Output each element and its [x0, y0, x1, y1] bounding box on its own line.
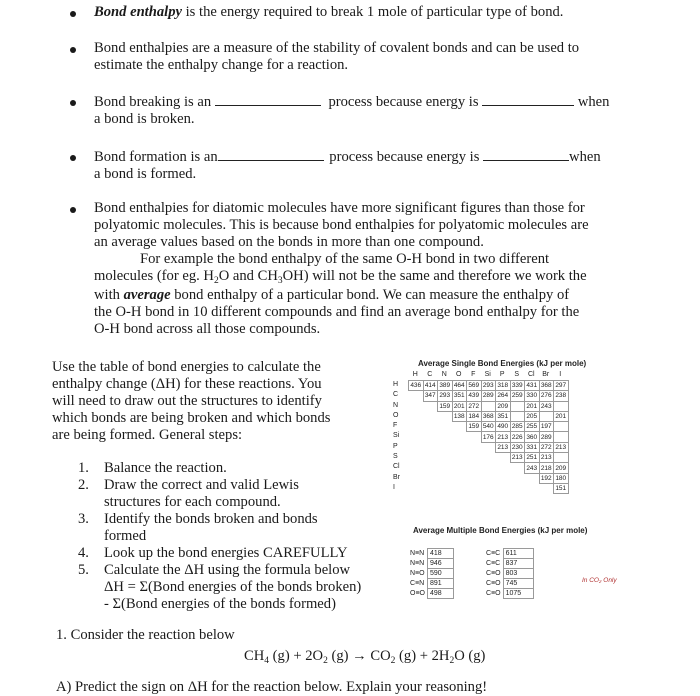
single-bond-cell: 159	[439, 402, 451, 410]
diatomic-line-8: O-H bond across all those compounds.	[94, 321, 321, 337]
single-bond-cell: 297	[555, 382, 567, 390]
multiple-bond-name: N≡O	[410, 570, 425, 577]
single-bond-cell	[409, 411, 424, 421]
bullet-marker	[70, 207, 76, 213]
single-bond-cell	[467, 483, 482, 493]
single-bond-cell	[438, 453, 453, 463]
single-bond-cell: 201	[526, 402, 538, 410]
stability-line-1: Bond enthalpies are a measure of the stability of covalent bonds and can be used to	[94, 40, 580, 56]
bond-formation-when: when	[569, 149, 601, 165]
diatomic-line-7: the O-H bond in 10 different compounds and find an average bond enthalpy for the	[94, 304, 580, 320]
single-bond-cell	[423, 483, 438, 493]
line5-a: molecules (for eg. H	[94, 268, 214, 284]
multiple-bond-value: 498	[427, 589, 453, 599]
step-item	[78, 545, 398, 562]
multiple-bond-name: C≡O	[486, 570, 501, 577]
single-bond-cell: 243	[526, 464, 538, 472]
step-text: Identify the bonds broken and bonds	[104, 511, 318, 527]
single-bond-cell: 540	[482, 423, 494, 431]
bullet-marker	[70, 155, 76, 161]
reaction-part: CH	[244, 648, 265, 664]
single-bond-row	[409, 432, 569, 442]
single-bond-row-label: Si	[393, 432, 400, 440]
multiple-bond-value: 1075	[503, 589, 533, 599]
single-bond-cell	[452, 473, 467, 483]
multiple-bond-row	[408, 579, 453, 589]
single-bond-cell: 251	[526, 454, 538, 462]
single-bond-cell	[510, 411, 525, 421]
single-bond-cell	[438, 473, 453, 483]
single-bond-cell: 218	[540, 464, 552, 472]
single-bond-cell: 272	[468, 402, 480, 410]
bullet-diatomic	[94, 200, 694, 338]
instructions-line-1: Use the table of bond energies to calculate the	[52, 359, 321, 375]
single-bond-column-header: I	[559, 371, 562, 378]
single-bond-cell	[438, 411, 453, 421]
bond-breaking-when: when	[577, 94, 610, 110]
single-bond-column-header: Si	[484, 371, 491, 378]
single-bond-cell: 226	[511, 433, 523, 441]
multiple-bond-name: N≡N	[410, 560, 425, 567]
co2-only-note: In CO₂ Only	[582, 577, 617, 584]
single-bond-row-label: N	[393, 401, 399, 409]
single-bond-cell	[438, 432, 453, 442]
single-bond-cell	[539, 411, 554, 421]
single-bond-cell: 368	[482, 413, 494, 421]
single-bond-cell	[452, 453, 467, 463]
question-label: 1. Consider the reaction below	[56, 627, 235, 643]
multiple-bond-value: 418	[427, 549, 453, 559]
single-bond-cell	[409, 422, 424, 432]
bullet-marker	[70, 47, 76, 53]
multiple-bond-name: C≡C	[486, 560, 501, 567]
single-bond-cell	[510, 463, 525, 473]
instructions-line-3: will need to draw out the structures to identify	[52, 393, 322, 409]
line6-a: with	[94, 287, 124, 303]
single-bond-cell	[481, 453, 496, 463]
step-text: Calculate the ΔH using the formula below	[104, 562, 351, 578]
bond-formation-text: Bond formation is an	[94, 149, 218, 165]
single-bond-cell	[409, 391, 424, 401]
single-bond-cell	[481, 483, 496, 493]
single-bond-cell: 436	[410, 382, 422, 390]
single-bond-cell: 293	[482, 382, 494, 390]
single-bond-cell	[496, 483, 511, 493]
multiple-bond-row	[484, 569, 533, 579]
multiple-bond-value: 611	[503, 549, 533, 559]
single-bond-column-header: P	[499, 371, 505, 378]
step-item	[78, 477, 398, 511]
single-bond-cell	[467, 442, 482, 452]
single-bond-cell	[467, 432, 482, 442]
multiple-bond-name: C≡O	[486, 590, 501, 597]
single-bond-cell: 351	[453, 392, 465, 400]
multiple-bond-value: 803	[503, 569, 533, 579]
instructions-line-2: enthalpy change (ΔH) for these reactions. You	[52, 376, 322, 392]
single-bond-cell	[409, 442, 424, 452]
single-bond-cell	[510, 483, 525, 493]
single-bond-cell: 230	[511, 443, 523, 451]
reaction-part: (g) → CO	[327, 648, 391, 664]
single-bond-cell: 339	[511, 382, 523, 390]
single-bond-cell: 360	[526, 433, 538, 441]
single-bond-cell: 184	[468, 413, 480, 421]
multiple-bond-table-title: Average Multiple Bond Energies (kJ per mole)	[413, 526, 588, 535]
single-bond-cell	[452, 483, 467, 493]
single-bond-cell	[452, 463, 467, 473]
single-bond-cell	[423, 453, 438, 463]
single-bond-cell	[467, 473, 482, 483]
single-bond-cell: 331	[526, 443, 538, 451]
single-bond-cell: 205	[526, 413, 538, 421]
single-bond-row	[409, 381, 569, 391]
line5-b: O and CH	[218, 268, 278, 284]
single-bond-row	[409, 442, 569, 452]
single-bond-cell: 389	[439, 382, 451, 390]
multiple-bond-value: 837	[503, 559, 533, 569]
step-item	[78, 511, 398, 545]
question-part-a: A) Predict the sign on ΔH for the reaction below. Explain your reasoning!	[56, 679, 488, 695]
single-bond-cell: 213	[555, 443, 567, 451]
single-bond-row-label: Cl	[393, 463, 400, 471]
single-bond-cell	[452, 432, 467, 442]
reaction-sub: 2	[390, 656, 396, 666]
bond-formation-blank-2	[483, 148, 569, 161]
instructions-line-5: are being formed. General steps:	[52, 427, 243, 443]
bond-breaking-blank-2	[482, 93, 574, 106]
bond-formation-line-2: a bond is formed.	[94, 166, 197, 182]
single-bond-cell: 201	[453, 402, 465, 410]
single-bond-cell	[423, 411, 438, 421]
single-bond-column-header: N	[441, 371, 447, 378]
bullet-bond-breaking	[94, 93, 694, 128]
single-bond-cell	[554, 453, 569, 463]
multiple-bond-row	[408, 569, 453, 579]
single-bond-cell	[409, 473, 424, 483]
multiple-bond-table-left	[408, 548, 454, 599]
bond-formation-blank-1	[218, 148, 324, 161]
multiple-bond-name: C≡C	[486, 550, 501, 557]
step-number: 3.	[78, 511, 89, 527]
single-bond-cell: 238	[555, 392, 567, 400]
single-bond-cell	[525, 473, 540, 483]
bond-enthalpy-term: Bond enthalpy	[94, 4, 182, 20]
single-bond-cell: 464	[453, 382, 465, 390]
single-bond-cell: 192	[540, 474, 552, 482]
multiple-bond-left-table	[408, 548, 454, 599]
multiple-bond-name: O≡O	[410, 590, 425, 597]
single-bond-cell: 213	[497, 433, 509, 441]
multiple-bond-value: 590	[427, 569, 453, 579]
multiple-bond-row	[408, 559, 453, 569]
step-text: ΔH = Σ(Bond energies of the bonds broken)	[104, 579, 362, 595]
single-bond-row-label: O	[393, 411, 399, 419]
single-bond-column-header: Cl	[527, 371, 535, 378]
single-bond-row-label: F	[393, 422, 398, 430]
single-bond-cell	[496, 473, 511, 483]
single-bond-cell: 209	[497, 402, 509, 410]
bond-breaking-text: Bond breaking is an	[94, 94, 212, 110]
single-bond-cell	[496, 463, 511, 473]
single-bond-cell	[438, 422, 453, 432]
diatomic-line-2: polyatomic molecules. This is because bond enthalpies for polyatomic molecules are	[94, 217, 589, 233]
single-bond-row	[409, 422, 569, 432]
multiple-bond-name: N≡N	[410, 550, 425, 557]
single-bond-column-headers	[408, 370, 568, 380]
step-text: Draw the correct and valid Lewis	[104, 477, 299, 493]
single-bond-cell	[481, 463, 496, 473]
reaction-part: (g) + 2O	[269, 648, 324, 664]
single-bond-column-header: F	[471, 371, 476, 378]
single-bond-cell: 264	[497, 392, 509, 400]
single-bond-cell	[510, 473, 525, 483]
single-bond-cell: 347	[424, 392, 436, 400]
single-bond-cell: 330	[526, 392, 538, 400]
bond-formation-text-2: process because energy is	[329, 149, 480, 165]
instructions-line-4: which bonds are being broken and which bonds	[52, 410, 331, 426]
single-bond-cell	[409, 453, 424, 463]
multiple-bond-row	[484, 559, 533, 569]
multiple-bond-row	[484, 579, 533, 589]
single-bond-column-header: C	[427, 371, 433, 378]
step-item	[78, 460, 398, 477]
single-bond-cell: 276	[540, 392, 552, 400]
multiple-bond-row	[484, 549, 533, 559]
single-bond-cell: 289	[482, 392, 494, 400]
single-bond-cell: 151	[555, 485, 567, 493]
single-bond-row	[409, 391, 569, 401]
single-bond-cell: 243	[540, 402, 552, 410]
single-bond-cell	[554, 401, 569, 411]
single-bond-cell	[423, 442, 438, 452]
single-bond-grid	[408, 380, 569, 494]
multiple-bond-value: 891	[427, 579, 453, 589]
single-bond-cell	[554, 432, 569, 442]
step-text: formed	[104, 528, 147, 544]
bond-breaking-blank-1	[215, 93, 321, 106]
single-bond-cell: 439	[468, 392, 480, 400]
single-bond-cell	[452, 442, 467, 452]
bullet-marker	[70, 100, 76, 106]
reaction-part: (g) + 2H	[395, 648, 450, 664]
single-bond-cell	[481, 473, 496, 483]
single-bond-cell: 569	[468, 382, 480, 390]
general-steps-list	[78, 460, 398, 613]
single-bond-row-label: C	[393, 391, 399, 399]
multiple-bond-row	[408, 589, 453, 599]
multiple-bond-name: C≡O	[486, 580, 501, 587]
reaction-sub: 2	[323, 656, 328, 666]
reaction-part: O (g)	[454, 648, 486, 664]
step-number: 5.	[78, 562, 89, 578]
single-bond-cell: 197	[540, 423, 552, 431]
average-emphasis: average	[123, 287, 171, 303]
single-bond-cell	[409, 463, 424, 473]
single-bond-cell: 289	[540, 433, 552, 441]
instructions-block	[52, 359, 362, 444]
single-bond-row	[409, 473, 569, 483]
single-bond-table	[393, 370, 569, 494]
bullet-bond-enthalpy	[94, 4, 563, 21]
single-bond-cell	[409, 432, 424, 442]
single-bond-cell	[423, 473, 438, 483]
single-bond-cell: 176	[482, 433, 494, 441]
reaction-sub: 2	[449, 656, 455, 666]
single-bond-cell: 259	[511, 392, 523, 400]
single-bond-cell	[467, 463, 482, 473]
single-bond-cell	[452, 422, 467, 432]
diatomic-line-5	[94, 268, 694, 287]
bullet-bond-formation	[94, 148, 694, 183]
multiple-bond-name: C≡N	[410, 580, 425, 587]
step-text: Look up the bond energies CAREFULLY	[104, 545, 348, 561]
single-bond-cell	[467, 453, 482, 463]
bond-breaking-text-2: process because energy is	[328, 94, 479, 110]
single-bond-cell: 285	[511, 423, 523, 431]
step-number: 4.	[78, 545, 89, 561]
single-bond-cell	[409, 483, 424, 493]
single-bond-cell	[554, 422, 569, 432]
step-number: 1.	[78, 460, 89, 476]
single-bond-cell: 213	[540, 454, 552, 462]
single-bond-cell: 201	[555, 413, 567, 421]
reaction-sub: 4	[264, 656, 270, 666]
single-bond-cell: 138	[453, 413, 465, 421]
multiple-bond-row	[484, 589, 533, 599]
single-bond-cell	[481, 442, 496, 452]
single-bond-cell	[438, 442, 453, 452]
stability-line-2: estimate the enthalpy change for a reaction.	[94, 57, 349, 73]
single-bond-cell	[539, 483, 554, 493]
single-bond-row	[409, 401, 569, 411]
single-bond-row	[409, 483, 569, 493]
single-bond-cell: 414	[424, 382, 436, 390]
step-text: structures for each compound.	[104, 494, 281, 510]
reaction-equation	[244, 648, 485, 667]
single-bond-row-label: I	[393, 483, 395, 491]
single-bond-cell	[496, 453, 511, 463]
single-bond-cell	[510, 401, 525, 411]
bond-enthalpy-definition: is the energy required to break 1 mole of particular type of bond.	[181, 4, 564, 20]
single-bond-cell: 255	[526, 423, 538, 431]
single-bond-cell: 159	[468, 423, 480, 431]
single-bond-row-label: S	[393, 453, 398, 461]
bullet-marker	[70, 11, 76, 17]
single-bond-cell	[423, 463, 438, 473]
single-bond-row-labels	[393, 380, 408, 494]
single-bond-cell	[409, 401, 424, 411]
single-bond-cell	[423, 422, 438, 432]
single-bond-cell: 213	[497, 443, 509, 451]
diatomic-line-1: Bond enthalpies for diatomic molecules have more significant figures than those for	[94, 200, 585, 216]
single-bond-cell: 293	[439, 392, 451, 400]
single-bond-cell: 180	[555, 474, 567, 482]
bond-breaking-line-2: a bond is broken.	[94, 111, 195, 127]
single-bond-row	[409, 463, 569, 473]
single-bond-cell: 431	[526, 382, 538, 390]
single-bond-cell	[423, 432, 438, 442]
multiple-bond-row	[408, 549, 453, 559]
single-bond-cell: 351	[497, 413, 509, 421]
single-bond-row-label: P	[393, 442, 398, 450]
single-bond-row	[409, 411, 569, 421]
diatomic-line-3: an average values based on the bonds in more than one compound.	[94, 234, 484, 250]
line5-c: OH) will not be the same and therefore we work the	[282, 268, 587, 284]
step-item	[78, 562, 398, 613]
single-bond-column-header: O	[456, 371, 462, 378]
single-bond-cell	[438, 463, 453, 473]
single-bond-cell	[525, 483, 540, 493]
single-bond-column-header: Br	[542, 371, 550, 378]
line5-sub2: 3	[277, 276, 283, 286]
single-bond-cell: 368	[540, 382, 552, 390]
diatomic-line-6	[94, 287, 694, 304]
single-bond-row-label: H	[393, 381, 399, 388]
multiple-bond-table-right	[484, 548, 534, 599]
step-text: - Σ(Bond energies of the bonds formed)	[104, 596, 336, 612]
line5-sub1: 2	[213, 276, 219, 286]
multiple-bond-value: 946	[427, 559, 453, 569]
bullet-stability	[94, 40, 684, 74]
single-bond-cell: 318	[497, 382, 509, 390]
multiple-bond-value: 745	[503, 579, 533, 589]
single-bond-column-header: S	[514, 371, 520, 378]
step-text: Balance the reaction.	[104, 460, 227, 476]
single-bond-row-label: Br	[393, 473, 400, 481]
single-bond-cell: 209	[555, 464, 567, 472]
single-bond-cell	[438, 483, 453, 493]
single-bond-cell: 490	[497, 423, 509, 431]
multiple-bond-right-table	[484, 548, 534, 599]
single-bond-cell	[481, 401, 496, 411]
diatomic-line-4: For example the bond enthalpy of the same O-H bond in two different	[140, 251, 550, 267]
single-bond-column-header: H	[412, 371, 418, 378]
line6-b: bond enthalpy of a particular bond. We can measure the enthalpy of	[170, 287, 570, 303]
single-bond-table-title: Average Single Bond Energies (kJ per mole)	[418, 359, 587, 368]
single-bond-cell: 272	[540, 443, 552, 451]
step-number: 2.	[78, 477, 89, 493]
single-bond-cell: 213	[511, 454, 523, 462]
single-bond-row	[409, 453, 569, 463]
single-bond-cell	[423, 401, 438, 411]
